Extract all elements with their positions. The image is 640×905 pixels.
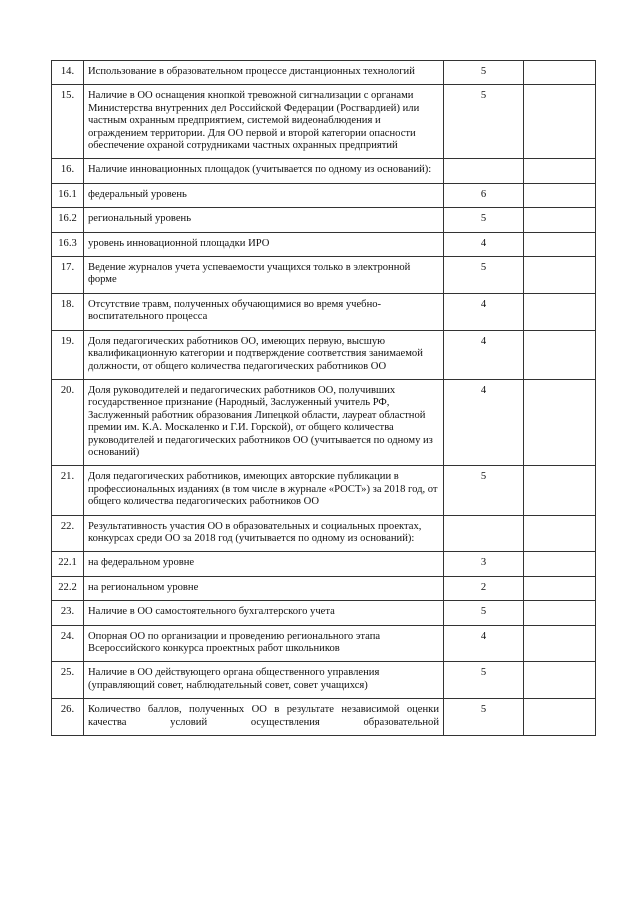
criteria-table-body bbox=[52, 61, 596, 736]
row-number: 16.3 bbox=[52, 232, 84, 256]
row-number: 17. bbox=[52, 257, 84, 294]
criterion-text: Наличие в ОО самостоятельного бухгалтерского учета bbox=[84, 601, 444, 625]
criterion-text: уровень инновационной площадки ИРО bbox=[84, 232, 444, 256]
empty-cell bbox=[524, 330, 596, 379]
empty-cell bbox=[524, 466, 596, 515]
table-row bbox=[52, 515, 596, 552]
criterion-score: 5 bbox=[444, 466, 524, 515]
table-row bbox=[52, 183, 596, 207]
empty-cell bbox=[524, 601, 596, 625]
criterion-text: Опорная ОО по организации и проведению регионального этапа Всероссийского конкурса проектных работ школьников bbox=[84, 625, 444, 662]
table-row bbox=[52, 662, 596, 699]
row-number: 20. bbox=[52, 379, 84, 465]
criterion-score: 4 bbox=[444, 232, 524, 256]
empty-cell bbox=[524, 208, 596, 232]
criterion-text: Ведение журналов учета успеваемости учащихся только в электронной форме bbox=[84, 257, 444, 294]
criterion-score: 5 bbox=[444, 601, 524, 625]
criterion-score: 5 bbox=[444, 662, 524, 699]
empty-cell bbox=[524, 625, 596, 662]
empty-cell bbox=[524, 232, 596, 256]
criterion-text: Использование в образовательном процессе дистанционных технологий bbox=[84, 61, 444, 85]
empty-cell bbox=[524, 293, 596, 330]
table-row bbox=[52, 208, 596, 232]
table-row bbox=[52, 552, 596, 576]
table-row bbox=[52, 699, 596, 736]
empty-cell bbox=[524, 699, 596, 736]
row-number: 21. bbox=[52, 466, 84, 515]
row-number: 22.1 bbox=[52, 552, 84, 576]
criterion-text: Доля педагогических работников, имеющих авторские публикации в профессиональных изданиях (в том числе в журнале «РОСТ») за 2018 год, от общего количества педагогических работников ОО bbox=[84, 466, 444, 515]
criterion-score: 4 bbox=[444, 379, 524, 465]
criterion-score: 5 bbox=[444, 208, 524, 232]
empty-cell bbox=[524, 379, 596, 465]
criterion-text: федеральный уровень bbox=[84, 183, 444, 207]
table-row bbox=[52, 159, 596, 183]
criterion-text: на федеральном уровне bbox=[84, 552, 444, 576]
empty-cell bbox=[524, 85, 596, 159]
row-number: 16. bbox=[52, 159, 84, 183]
empty-cell bbox=[524, 576, 596, 600]
row-number: 22.2 bbox=[52, 576, 84, 600]
criterion-text: Наличие инновационных площадок (учитывается по одному из оснований): bbox=[84, 159, 444, 183]
table-row bbox=[52, 601, 596, 625]
table-row bbox=[52, 61, 596, 85]
empty-cell bbox=[524, 257, 596, 294]
table-row bbox=[52, 379, 596, 465]
criterion-score bbox=[444, 159, 524, 183]
criterion-text: Наличие в ОО действующего органа общественного управления (управляющий совет, наблюдательный совет, совет учащихся) bbox=[84, 662, 444, 699]
criteria-table bbox=[51, 60, 596, 736]
criterion-score: 5 bbox=[444, 85, 524, 159]
empty-cell bbox=[524, 61, 596, 85]
criterion-score: 4 bbox=[444, 293, 524, 330]
row-number: 15. bbox=[52, 85, 84, 159]
criterion-score: 4 bbox=[444, 330, 524, 379]
table-row bbox=[52, 293, 596, 330]
empty-cell bbox=[524, 183, 596, 207]
criterion-text: Наличие в ОО оснащения кнопкой тревожной сигнализации с органами Министерства внутренних дел Российской Федерации (Росгвардией) или частным охранным предприятием, системой видеонаблюдения и ограждением территории. Для ОО первой и второй категории опасности обеспечение охраной сотрудниками частных охранных предприятий bbox=[84, 85, 444, 159]
row-number: 24. bbox=[52, 625, 84, 662]
criterion-score bbox=[444, 515, 524, 552]
row-number: 26. bbox=[52, 699, 84, 736]
row-number: 16.1 bbox=[52, 183, 84, 207]
empty-cell bbox=[524, 515, 596, 552]
row-number: 22. bbox=[52, 515, 84, 552]
criterion-text: Доля руководителей и педагогических работников ОО, получивших государственное признание (Народный, Заслуженный учитель РФ, Заслуженный работник образования Липецкой области, лауреат областной премии им. К.А. Москаленко и Г.И. Горской), от общего количества руководителей и педагогических работников ОО (учитывается по одному из оснований) bbox=[84, 379, 444, 465]
criterion-score: 5 bbox=[444, 257, 524, 294]
criterion-score: 5 bbox=[444, 699, 524, 736]
empty-cell bbox=[524, 159, 596, 183]
criterion-score: 4 bbox=[444, 625, 524, 662]
table-row bbox=[52, 466, 596, 515]
criterion-score: 5 bbox=[444, 61, 524, 85]
criterion-text: Результативность участия ОО в образовательных и социальных проектах, конкурсах среди ОО за 2018 год (учитывается по одному из оснований): bbox=[84, 515, 444, 552]
row-number: 19. bbox=[52, 330, 84, 379]
empty-cell bbox=[524, 662, 596, 699]
table-row bbox=[52, 257, 596, 294]
criterion-text: Отсутствие травм, полученных обучающимися во время учебно-воспитательного процесса bbox=[84, 293, 444, 330]
table-row bbox=[52, 232, 596, 256]
criterion-text: Количество баллов, полученных ОО в результате независимой оценки качества условий осуществления образовательной bbox=[84, 699, 444, 736]
row-number: 23. bbox=[52, 601, 84, 625]
row-number: 16.2 bbox=[52, 208, 84, 232]
row-number: 18. bbox=[52, 293, 84, 330]
criterion-text: Доля педагогических работников ОО, имеющих первую, высшую квалификационную категории и подтверждение соответствия занимаемой должности, от общего количества педагогических работников ОО bbox=[84, 330, 444, 379]
empty-cell bbox=[524, 552, 596, 576]
table-row bbox=[52, 330, 596, 379]
table-row bbox=[52, 85, 596, 159]
criterion-text: на региональном уровне bbox=[84, 576, 444, 600]
table-row bbox=[52, 625, 596, 662]
row-number: 25. bbox=[52, 662, 84, 699]
table-row bbox=[52, 576, 596, 600]
criterion-score: 3 bbox=[444, 552, 524, 576]
row-number: 14. bbox=[52, 61, 84, 85]
criterion-text: региональный уровень bbox=[84, 208, 444, 232]
criterion-score: 6 bbox=[444, 183, 524, 207]
criterion-score: 2 bbox=[444, 576, 524, 600]
